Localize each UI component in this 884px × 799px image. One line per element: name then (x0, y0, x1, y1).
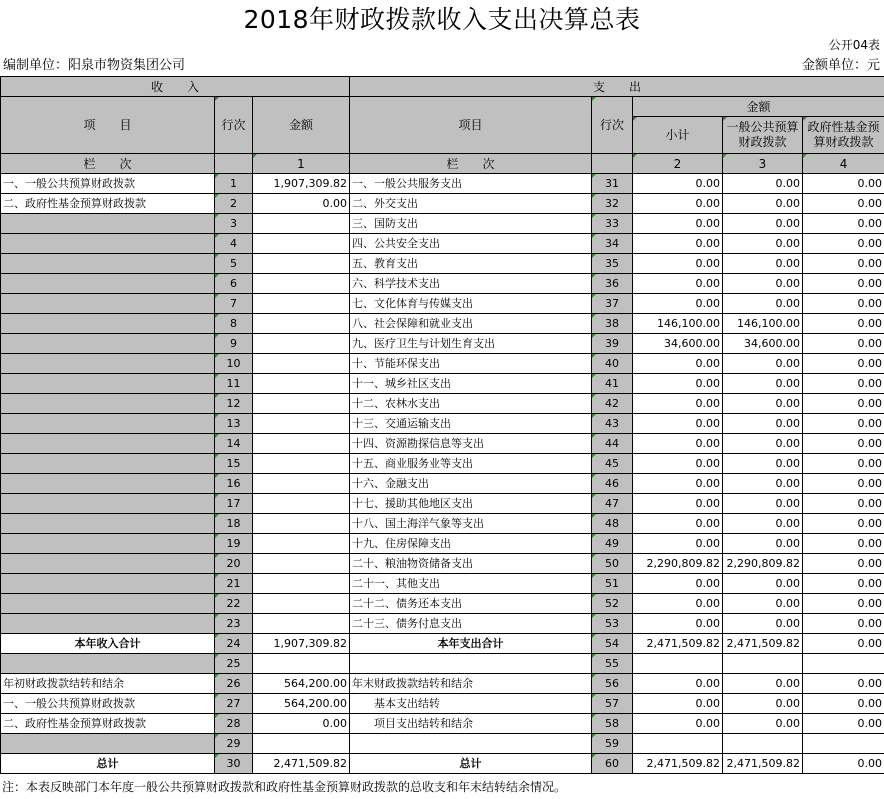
report-title: 2018年财政拨款收入支出决算总表 (243, 5, 641, 34)
expense-item: 十八、国土海洋气象等支出 (350, 514, 592, 534)
income-line-no: 16 (215, 474, 253, 494)
income-amount (253, 294, 350, 314)
expense-general-budget: 0.00 (723, 394, 803, 414)
column-index-3: 3 (723, 154, 803, 174)
expense-gov-fund: 0.00 (803, 214, 884, 234)
income-line-no: 1 (215, 174, 253, 194)
income-amount: 0.00 (253, 194, 350, 214)
expense-subtotal: 2,290,809.82 (633, 554, 723, 574)
income-amount: 2,471,509.82 (253, 754, 350, 774)
income-item: 一、一般公共预算财政拨款 (1, 174, 215, 194)
income-amount (253, 494, 350, 514)
income-item (1, 554, 215, 574)
expense-gov-fund: 0.00 (803, 234, 884, 254)
income-amount: 0.00 (253, 714, 350, 734)
income-item (1, 314, 215, 334)
income-amount (253, 434, 350, 454)
table-row (1, 314, 884, 334)
expense-subtotal: 0.00 (633, 394, 723, 414)
income-line-no: 2 (215, 194, 253, 214)
expense-gov-fund: 0.00 (803, 454, 884, 474)
expense-general-budget: 0.00 (723, 414, 803, 434)
income-amount (253, 654, 350, 674)
expense-general-budget: 146,100.00 (723, 314, 803, 334)
income-item: 本年收入合计 (1, 634, 215, 654)
expense-line-no: 41 (592, 374, 633, 394)
expense-item (350, 734, 592, 754)
income-item-header: 项 目 (1, 97, 215, 154)
expense-gov-fund: 0.00 (803, 294, 884, 314)
table-row (1, 554, 884, 574)
budget-table (0, 76, 884, 774)
table-row (1, 294, 884, 314)
expense-gov-fund: 0.00 (803, 394, 884, 414)
expense-subtotal: 0.00 (633, 454, 723, 474)
expense-subtotal: 0.00 (633, 414, 723, 434)
expense-item: 五、教育支出 (350, 254, 592, 274)
expense-general-budget: 0.00 (723, 354, 803, 374)
expense-subtotal: 0.00 (633, 374, 723, 394)
expense-line-no: 31 (592, 174, 633, 194)
income-item (1, 334, 215, 354)
table-row (1, 694, 884, 714)
expense-item-header: 项目 (350, 97, 592, 154)
expense-subtotal: 0.00 (633, 614, 723, 634)
income-amount-header: 金额 (253, 97, 350, 154)
gov-fund-header: 政府性基金预算财政拨款 (803, 117, 884, 154)
expense-item: 基本支出结转 (350, 694, 592, 714)
expense-gov-fund: 0.00 (803, 194, 884, 214)
income-item (1, 734, 215, 754)
income-item (1, 354, 215, 374)
expense-line-no: 46 (592, 474, 633, 494)
income-amount (253, 554, 350, 574)
expense-line-no: 38 (592, 314, 633, 334)
expense-item: 三、国防支出 (350, 214, 592, 234)
income-line-no: 7 (215, 294, 253, 314)
expense-item: 二、外交支出 (350, 194, 592, 214)
income-amount (253, 474, 350, 494)
income-line-no: 4 (215, 234, 253, 254)
income-line-no: 6 (215, 274, 253, 294)
income-item (1, 534, 215, 554)
expense-subtotal: 0.00 (633, 294, 723, 314)
column-index-2: 2 (633, 154, 723, 174)
expense-gov-fund: 0.00 (803, 414, 884, 434)
expense-item (350, 654, 592, 674)
expense-subtotal: 0.00 (633, 694, 723, 714)
income-line-no: 28 (215, 714, 253, 734)
expense-line-no: 52 (592, 594, 633, 614)
expense-gov-fund: 0.00 (803, 374, 884, 394)
expense-line-no: 60 (592, 754, 633, 774)
table-row (1, 214, 884, 234)
income-amount (253, 234, 350, 254)
expense-item: 八、社会保障和就业支出 (350, 314, 592, 334)
expense-general-budget: 0.00 (723, 674, 803, 694)
income-line-no: 27 (215, 694, 253, 714)
expense-line-no: 59 (592, 734, 633, 754)
expense-item: 二十二、债务还本支出 (350, 594, 592, 614)
general-budget-header: 一般公共预算财政拨款 (723, 117, 803, 154)
table-row (1, 494, 884, 514)
income-item (1, 414, 215, 434)
expense-general-budget: 0.00 (723, 454, 803, 474)
table-row (1, 274, 884, 294)
table-row (1, 714, 884, 734)
expense-general-budget: 0.00 (723, 374, 803, 394)
income-line-no: 23 (215, 614, 253, 634)
income-line-no: 24 (215, 634, 253, 654)
income-line-no: 30 (215, 754, 253, 774)
table-row (1, 534, 884, 554)
income-item: 二、政府性基金预算财政拨款 (1, 194, 215, 214)
expense-general-budget: 0.00 (723, 614, 803, 634)
expense-item: 九、医疗卫生与计划生育支出 (350, 334, 592, 354)
expense-line-no: 43 (592, 414, 633, 434)
expense-gov-fund: 0.00 (803, 614, 884, 634)
income-item (1, 654, 215, 674)
income-line-no: 22 (215, 594, 253, 614)
income-line-no: 15 (215, 454, 253, 474)
income-item (1, 254, 215, 274)
income-item: 二、政府性基金预算财政拨款 (1, 714, 215, 734)
table-row (1, 194, 884, 214)
expense-item: 十七、援助其他地区支出 (350, 494, 592, 514)
income-item (1, 474, 215, 494)
expense-line-no: 58 (592, 714, 633, 734)
column-index-4: 4 (803, 154, 884, 174)
expense-subtotal: 0.00 (633, 434, 723, 454)
expense-subtotal: 0.00 (633, 574, 723, 594)
expense-general-budget: 0.00 (723, 494, 803, 514)
expense-subtotal (633, 654, 723, 674)
expense-general-budget (723, 734, 803, 754)
expense-line-no: 56 (592, 674, 633, 694)
expense-line-no: 51 (592, 574, 633, 594)
expense-gov-fund: 0.00 (803, 754, 884, 774)
expense-general-budget: 0.00 (723, 194, 803, 214)
expense-general-budget: 0.00 (723, 274, 803, 294)
income-item (1, 394, 215, 414)
expense-line-no: 44 (592, 434, 633, 454)
income-line-header: 行次 (215, 97, 253, 154)
table-row (1, 414, 884, 434)
expense-gov-fund: 0.00 (803, 594, 884, 614)
expense-subtotal: 0.00 (633, 254, 723, 274)
table-row (1, 394, 884, 414)
income-amount (253, 414, 350, 434)
table-row (1, 674, 884, 694)
income-line-no: 12 (215, 394, 253, 414)
income-amount: 1,907,309.82 (253, 174, 350, 194)
expense-item: 四、公共安全支出 (350, 234, 592, 254)
expense-gov-fund (803, 654, 884, 674)
table-row (1, 474, 884, 494)
income-item (1, 614, 215, 634)
income-amount (253, 334, 350, 354)
expense-subtotal: 0.00 (633, 214, 723, 234)
income-amount (253, 214, 350, 234)
expense-item: 十九、住房保障支出 (350, 534, 592, 554)
expense-line-no: 42 (592, 394, 633, 414)
table-row (1, 234, 884, 254)
expense-gov-fund: 0.00 (803, 634, 884, 654)
expense-general-budget: 0.00 (723, 434, 803, 454)
expense-general-budget: 0.00 (723, 694, 803, 714)
table-row (1, 574, 884, 594)
expense-gov-fund: 0.00 (803, 574, 884, 594)
expense-gov-fund: 0.00 (803, 554, 884, 574)
expense-subtotal: 0.00 (633, 354, 723, 374)
expense-item: 二十三、债务付息支出 (350, 614, 592, 634)
expense-item: 十一、城乡社区支出 (350, 374, 592, 394)
expense-item: 十六、金融支出 (350, 474, 592, 494)
table-row (1, 454, 884, 474)
expense-subtotal: 0.00 (633, 234, 723, 254)
expense-gov-fund: 0.00 (803, 694, 884, 714)
column-index-1: 1 (253, 154, 350, 174)
expense-general-budget: 0.00 (723, 294, 803, 314)
expense-general-budget: 0.00 (723, 474, 803, 494)
expense-line-no: 45 (592, 454, 633, 474)
expense-gov-fund: 0.00 (803, 534, 884, 554)
table-row (1, 634, 884, 654)
expense-item: 十、节能环保支出 (350, 354, 592, 374)
income-line-no: 20 (215, 554, 253, 574)
expense-item: 总计 (350, 754, 592, 774)
expense-line-header: 行次 (592, 97, 633, 154)
expense-amount-header: 金额 (633, 97, 884, 117)
expense-line-no: 34 (592, 234, 633, 254)
expense-subtotal: 2,471,509.82 (633, 634, 723, 654)
expense-gov-fund: 0.00 (803, 174, 884, 194)
income-amount (253, 594, 350, 614)
table-row (1, 654, 884, 674)
expense-line-no: 50 (592, 554, 633, 574)
income-amount (253, 354, 350, 374)
expense-subtotal: 0.00 (633, 534, 723, 554)
expense-subtotal: 0.00 (633, 674, 723, 694)
expense-item: 十二、农林水支出 (350, 394, 592, 414)
expense-item: 年末财政拨款结转和结余 (350, 674, 592, 694)
expense-gov-fund: 0.00 (803, 514, 884, 534)
table-row (1, 354, 884, 374)
income-item (1, 374, 215, 394)
table-row (1, 174, 884, 194)
table-row (1, 514, 884, 534)
table-row (1, 614, 884, 634)
income-line-no: 17 (215, 494, 253, 514)
income-line-no: 9 (215, 334, 253, 354)
expense-line-no: 32 (592, 194, 633, 214)
expense-gov-fund: 0.00 (803, 254, 884, 274)
footnote: 注：本表反映部门本年度一般公共预算财政拨款和政府性基金预算财政拨款的总收支和年末结转结余情况。 (2, 780, 567, 794)
income-line-no: 29 (215, 734, 253, 754)
expense-line-no: 57 (592, 694, 633, 714)
expense-gov-fund (803, 734, 884, 754)
table-row (1, 254, 884, 274)
expense-gov-fund: 0.00 (803, 434, 884, 454)
expense-general-budget: 2,471,509.82 (723, 754, 803, 774)
income-line-no: 18 (215, 514, 253, 534)
table-row (1, 374, 884, 394)
expense-item: 一、一般公共服务支出 (350, 174, 592, 194)
column-index-label: 栏 次 (350, 154, 592, 174)
income-item (1, 454, 215, 474)
table-row (1, 734, 884, 754)
expense-item: 二十、粮油物资储备支出 (350, 554, 592, 574)
expense-general-budget: 2,471,509.82 (723, 634, 803, 654)
expense-subtotal: 0.00 (633, 514, 723, 534)
expense-line-no: 49 (592, 534, 633, 554)
expense-line-no: 54 (592, 634, 633, 654)
income-item (1, 234, 215, 254)
income-line-no: 19 (215, 534, 253, 554)
expense-item: 本年支出合计 (350, 634, 592, 654)
income-amount (253, 574, 350, 594)
income-amount (253, 734, 350, 754)
income-amount: 564,200.00 (253, 694, 350, 714)
expense-general-budget: 0.00 (723, 574, 803, 594)
expense-header: 支 出 (350, 77, 884, 97)
income-amount (253, 514, 350, 534)
income-item (1, 514, 215, 534)
expense-item: 十三、交通运输支出 (350, 414, 592, 434)
income-item (1, 294, 215, 314)
expense-general-budget: 0.00 (723, 254, 803, 274)
expense-general-budget: 34,600.00 (723, 334, 803, 354)
expense-subtotal: 34,600.00 (633, 334, 723, 354)
expense-item: 二十一、其他支出 (350, 574, 592, 594)
expense-item: 十四、资源勘探信息等支出 (350, 434, 592, 454)
income-item (1, 274, 215, 294)
subtotal-header: 小计 (633, 117, 723, 154)
expense-general-budget: 0.00 (723, 594, 803, 614)
income-amount (253, 614, 350, 634)
expense-item: 六、科学技术支出 (350, 274, 592, 294)
expense-gov-fund: 0.00 (803, 674, 884, 694)
income-line-no: 10 (215, 354, 253, 374)
income-amount (253, 534, 350, 554)
income-line-no: 5 (215, 254, 253, 274)
income-item (1, 434, 215, 454)
expense-general-budget: 0.00 (723, 174, 803, 194)
income-amount (253, 314, 350, 334)
form-code: 公开04表 (828, 38, 880, 52)
expense-line-no: 35 (592, 254, 633, 274)
expense-subtotal: 0.00 (633, 494, 723, 514)
expense-subtotal (633, 734, 723, 754)
expense-line-no: 55 (592, 654, 633, 674)
income-line-no: 25 (215, 654, 253, 674)
income-item: 年初财政拨款结转和结余 (1, 674, 215, 694)
currency-unit: 金额单位：元 (801, 58, 880, 73)
income-line-no: 8 (215, 314, 253, 334)
income-line-no: 13 (215, 414, 253, 434)
expense-line-no: 48 (592, 514, 633, 534)
expense-general-budget: 0.00 (723, 234, 803, 254)
expense-line-no: 33 (592, 214, 633, 234)
expense-general-budget: 2,290,809.82 (723, 554, 803, 574)
income-item (1, 214, 215, 234)
income-amount: 1,907,309.82 (253, 634, 350, 654)
expense-item: 十五、商业服务业等支出 (350, 454, 592, 474)
expense-general-budget: 0.00 (723, 214, 803, 234)
expense-gov-fund: 0.00 (803, 474, 884, 494)
expense-general-budget (723, 654, 803, 674)
income-line-no: 26 (215, 674, 253, 694)
expense-subtotal: 0.00 (633, 274, 723, 294)
reporting-unit: 编制单位：阳泉市物资集团公司 (3, 58, 186, 73)
expense-gov-fund: 0.00 (803, 274, 884, 294)
column-index-label: 栏 次 (1, 154, 215, 174)
expense-subtotal: 0.00 (633, 194, 723, 214)
income-line-no: 21 (215, 574, 253, 594)
expense-gov-fund: 0.00 (803, 314, 884, 334)
expense-subtotal: 2,471,509.82 (633, 754, 723, 774)
income-item (1, 574, 215, 594)
expense-subtotal: 146,100.00 (633, 314, 723, 334)
expense-gov-fund: 0.00 (803, 334, 884, 354)
income-line-no: 14 (215, 434, 253, 454)
expense-gov-fund: 0.00 (803, 714, 884, 734)
income-item (1, 594, 215, 614)
income-header: 收 入 (1, 77, 350, 97)
table-row (1, 334, 884, 354)
expense-line-no: 37 (592, 294, 633, 314)
table-row (1, 434, 884, 454)
expense-general-budget: 0.00 (723, 714, 803, 734)
expense-line-no: 36 (592, 274, 633, 294)
income-item: 一、一般公共预算财政拨款 (1, 694, 215, 714)
income-amount (253, 454, 350, 474)
expense-gov-fund: 0.00 (803, 354, 884, 374)
expense-subtotal: 0.00 (633, 474, 723, 494)
expense-item: 项目支出结转和结余 (350, 714, 592, 734)
expense-subtotal: 0.00 (633, 594, 723, 614)
income-amount (253, 274, 350, 294)
expense-item: 七、文化体育与传媒支出 (350, 294, 592, 314)
expense-subtotal: 0.00 (633, 714, 723, 734)
expense-subtotal: 0.00 (633, 174, 723, 194)
income-amount: 564,200.00 (253, 674, 350, 694)
expense-general-budget: 0.00 (723, 514, 803, 534)
table-row (1, 594, 884, 614)
expense-line-no: 40 (592, 354, 633, 374)
expense-line-no: 53 (592, 614, 633, 634)
income-item (1, 494, 215, 514)
income-line-no: 11 (215, 374, 253, 394)
table-row (1, 754, 884, 774)
income-item: 总计 (1, 754, 215, 774)
income-amount (253, 254, 350, 274)
expense-gov-fund: 0.00 (803, 494, 884, 514)
income-line-no: 3 (215, 214, 253, 234)
expense-line-no: 47 (592, 494, 633, 514)
income-amount (253, 394, 350, 414)
expense-line-no: 39 (592, 334, 633, 354)
income-amount (253, 374, 350, 394)
expense-general-budget: 0.00 (723, 534, 803, 554)
